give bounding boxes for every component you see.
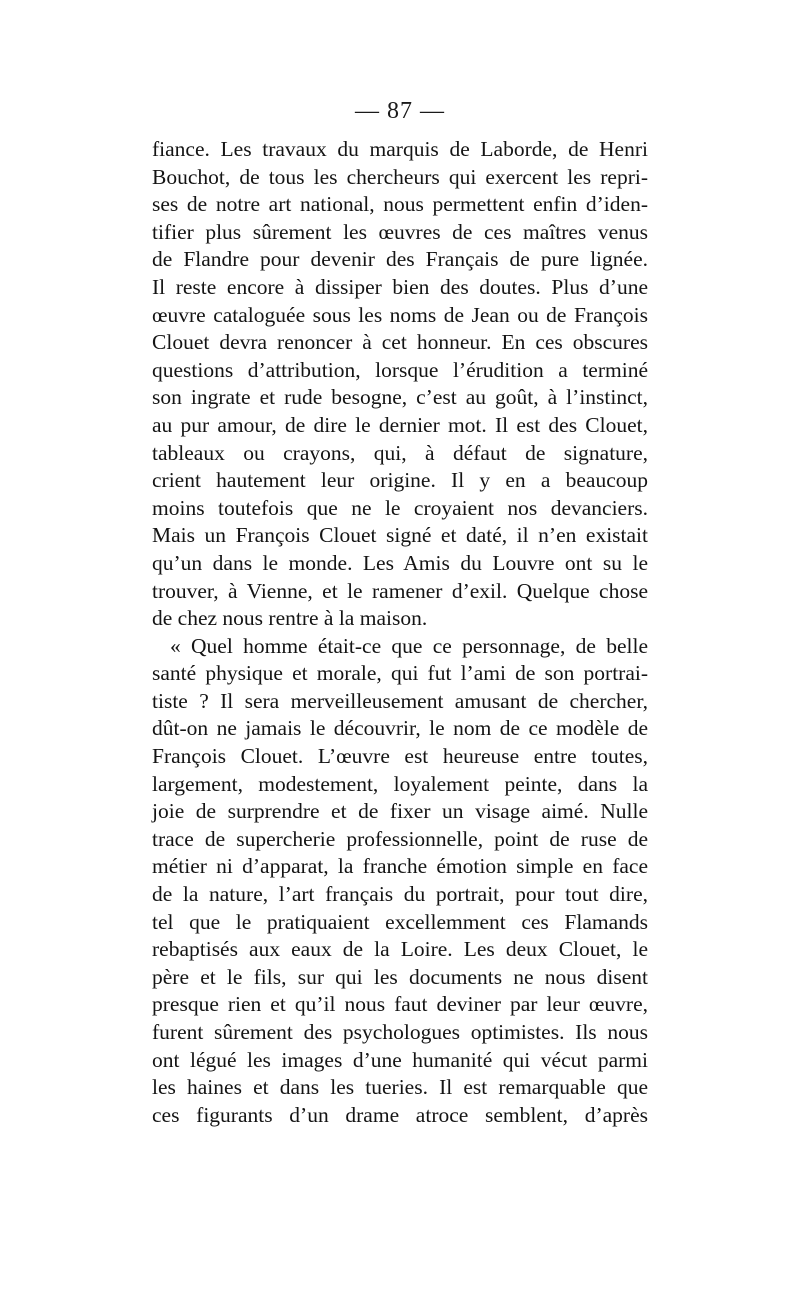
- text-line: largement, modestement, loyalement peinte, dans la: [152, 771, 648, 796]
- text-line: ses de notre art national, nous permettent enfin d’iden-: [152, 192, 648, 217]
- text-line: fiance. Les travaux du marquis de Laborde, de Henri: [152, 137, 648, 161]
- text-line: tiste ? Il sera merveilleusement amusant de chercher,: [152, 688, 648, 713]
- paragraph-1: [152, 136, 648, 633]
- page-number: — 87 —: [355, 98, 445, 124]
- text-line: dût-on ne jamais le découvrir, le nom de ce modèle de: [152, 716, 648, 741]
- text-line: trace de supercherie professionnelle, point de ruse de: [152, 826, 648, 851]
- text-line: Clouet devra renoncer à cet honneur. En ces obscures: [152, 330, 648, 355]
- text-line: qu’un dans le monde. Les Amis du Louvre ont su le: [152, 550, 648, 575]
- text-line: « Quel homme était-ce que ce personnage, de belle: [170, 633, 648, 658]
- text-line: œuvre cataloguée sous les noms de Jean ou de François: [152, 302, 648, 327]
- text-line: santé physique et morale, qui fut l’ami de son portrai-: [152, 661, 648, 686]
- text-line: François Clouet. L’œuvre est heureuse entre toutes,: [152, 744, 648, 769]
- text-line: furent sûrement des psychologues optimistes. Ils nous: [152, 1020, 648, 1044]
- text-line: tel que le pratiquaient excellemment ces Flamands: [152, 909, 648, 934]
- body-text: [152, 136, 648, 1129]
- text-line: ont légué les images d’une humanité qui vécut parmi: [152, 1047, 648, 1072]
- text-line: métier ni d’apparat, la franche émotion simple en face: [152, 854, 648, 879]
- text-line: questions d’attribution, lorsque l’érudition a terminé: [152, 357, 648, 382]
- text-line: moins toutefois que ne le croyaient nos devanciers.: [152, 495, 648, 520]
- paragraph-2: [152, 633, 648, 1130]
- text-line: trouver, à Vienne, et le ramener d’exil. Quelque chose: [152, 578, 648, 603]
- text-line: rebaptisés aux eaux de la Loire. Les deux Clouet, le: [152, 937, 648, 962]
- text-line: de la nature, l’art français du portrait, pour tout dire,: [152, 882, 648, 907]
- text-line: tableaux ou crayons, qui, à défaut de signature,: [152, 440, 648, 465]
- text-line: joie de surprendre et de fixer un visage aimé. Nulle: [152, 799, 648, 824]
- text-line: de chez nous rentre à la maison.: [152, 606, 428, 631]
- text-line: presque rien et qu’il nous faut deviner par leur œuvre,: [152, 992, 648, 1017]
- text-line: crient hautement leur origine. Il y en a beaucoup: [152, 468, 648, 493]
- text-line: Il reste encore à dissiper bien des doutes. Plus d’une: [152, 274, 648, 299]
- text-line: tifier plus sûrement les œuvres de ces maîtres venus: [152, 219, 648, 244]
- text-line: Bouchot, de tous les chercheurs qui exercent les repri-: [152, 164, 648, 189]
- text-line: les haines et dans les tueries. Il est remarquable que: [152, 1075, 648, 1100]
- text-line: ces figurants d’un drame atroce semblent, d’après: [152, 1102, 648, 1127]
- text-line: son ingrate et rude besogne, c’est au goût, à l’instinct,: [152, 385, 648, 410]
- text-line: au pur amour, de dire le dernier mot. Il est des Clouet,: [152, 412, 648, 437]
- text-line: Mais un François Clouet signé et daté, il n’en existait: [152, 523, 648, 548]
- text-line: de Flandre pour devenir des Français de pure lignée.: [152, 247, 648, 272]
- text-line: père et le fils, sur qui les documents ne nous disent: [152, 964, 648, 989]
